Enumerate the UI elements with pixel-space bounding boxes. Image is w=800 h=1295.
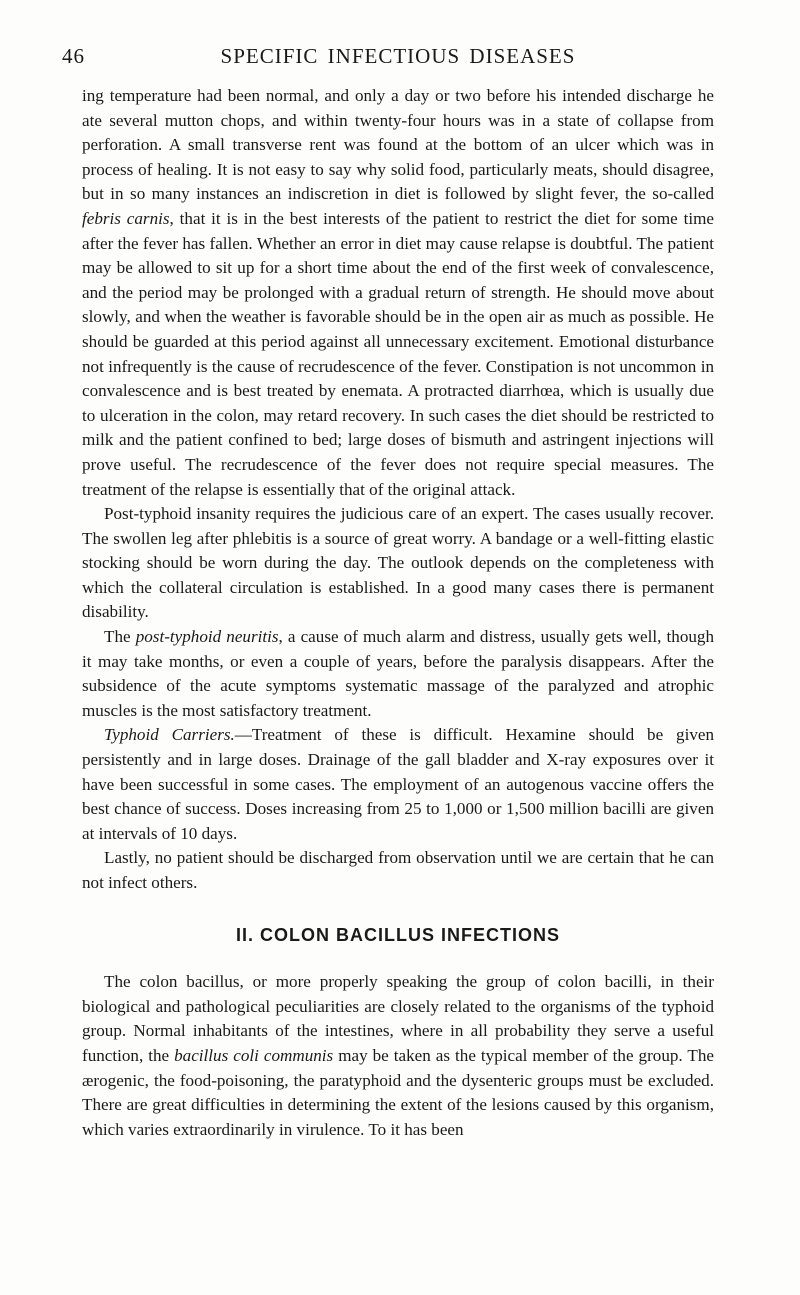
paragraph-2: Post-typhoid insanity requires the judicious care of an expert. The cases usually recover. The swollen leg after phlebitis is a source of great worry. A bandage or a well-fitting elastic stocking should be worn during the day. The outlook depends on the completeness with which the collateral circulation is established. In a good many cases there is permanent disability. (82, 504, 714, 622)
paragraph-6 (82, 970, 714, 1142)
page-number: 46 (62, 44, 85, 68)
paragraph-3-end: , a cause of much alarm and distress, usually gets well, though it may take months, or even a couple of years, before the paralysis disappears. After the subsidence of the acute symptoms systematic massage of the paralyzed and atrophic muscles is the most satisfactory treatment. (82, 627, 715, 720)
paragraph-3-pre: The (104, 627, 131, 647)
paragraph-3-italic: post-typhoid neuritis (135, 627, 279, 647)
paragraph-4-end: —Treatment of these is difficult. Hexamine should be given persistently and in large doses. Drainage of the gall bladder and X-ray exposures over it have been successful in some cases. The employment of an autogenous vaccine offers the best chance of success. Doses increasing from 25 to 1,000 or 1,500 million bacilli are given at intervals of 10 days. (82, 725, 715, 843)
paragraph-5: Lastly, no patient should be discharged from observation until we are certain that he can not infect others. (82, 848, 714, 892)
paragraph-6-text: The colon bacillus, or more properly speaking the group of colon bacilli, in their biological and pathological peculiarities are closely related to the organisms of the typhoid group. Normal inhabitants of the intestines, where in all probability they serve a useful function, the (82, 972, 714, 1065)
paragraph-6-end: may be taken as the typical member of the group. The ærogenic, the food-poisoning, the paratyphoid and the dysenteric groups must be excluded. There are great difficulties in determining the extent of the lesions caused by this organism, which varies extraordinarily in virulence. To it has been (82, 1045, 714, 1139)
page-body (82, 84, 714, 1142)
running-head: SPECIFIC INFECTIOUS DISEASES (220, 44, 576, 68)
paragraph-1-end: , that it is in the best interests of the patient to restrict the diet for some time after the fever has fallen. Whether an error in diet may cause relapse is doubtful. The patient may be allowed to sit up for a short time about the end of the first week of convalescence, and the period may be prolonged with a gradual return of strength. He should move about slowly, and when the weather is favorable should be in the open air as much as possible. He should be guarded at this period against all unnecessary excitement. Emotional disturbance not infrequently is the cause of recrudescence of the fever. Constipation is not uncommon in convalescence and is best treated by enemata. A protracted diarrhœa, which is usually due to ulceration in the colon, may retard recovery. In such cases the diet should be restricted to milk and the patient confined to bed; large doses of bismuth and astringent injections will prove useful. The recrudescence of the fever does not require special measures. The treatment of the relapse is essentially that of the original attack. (82, 208, 715, 499)
paragraph-1-italic: febris carnis (82, 208, 170, 228)
paragraph-4-italic: Typhoid Carriers. (104, 725, 235, 745)
paragraph-1-text: ing temperature had been normal, and only a day or two before his intended discharge he ate several mutton chops, and within twenty-four hours was in a state of collapse from perforation. A small transverse rent was found at the bottom of an ulcer which was in process of healing. It is not easy to say why solid food, particularly meats, should disagree, but in so many instances an indiscretion in diet is followed by slight fever, the so-called (82, 86, 714, 204)
section-heading: II. COLON BACILLUS INFECTIONS (236, 924, 560, 945)
paragraph-4 (82, 723, 714, 846)
page-header (62, 44, 734, 74)
paragraph-3 (82, 625, 714, 723)
paragraph-6-italic: bacillus coli communis (174, 1045, 334, 1065)
paragraph-1 (82, 84, 714, 502)
